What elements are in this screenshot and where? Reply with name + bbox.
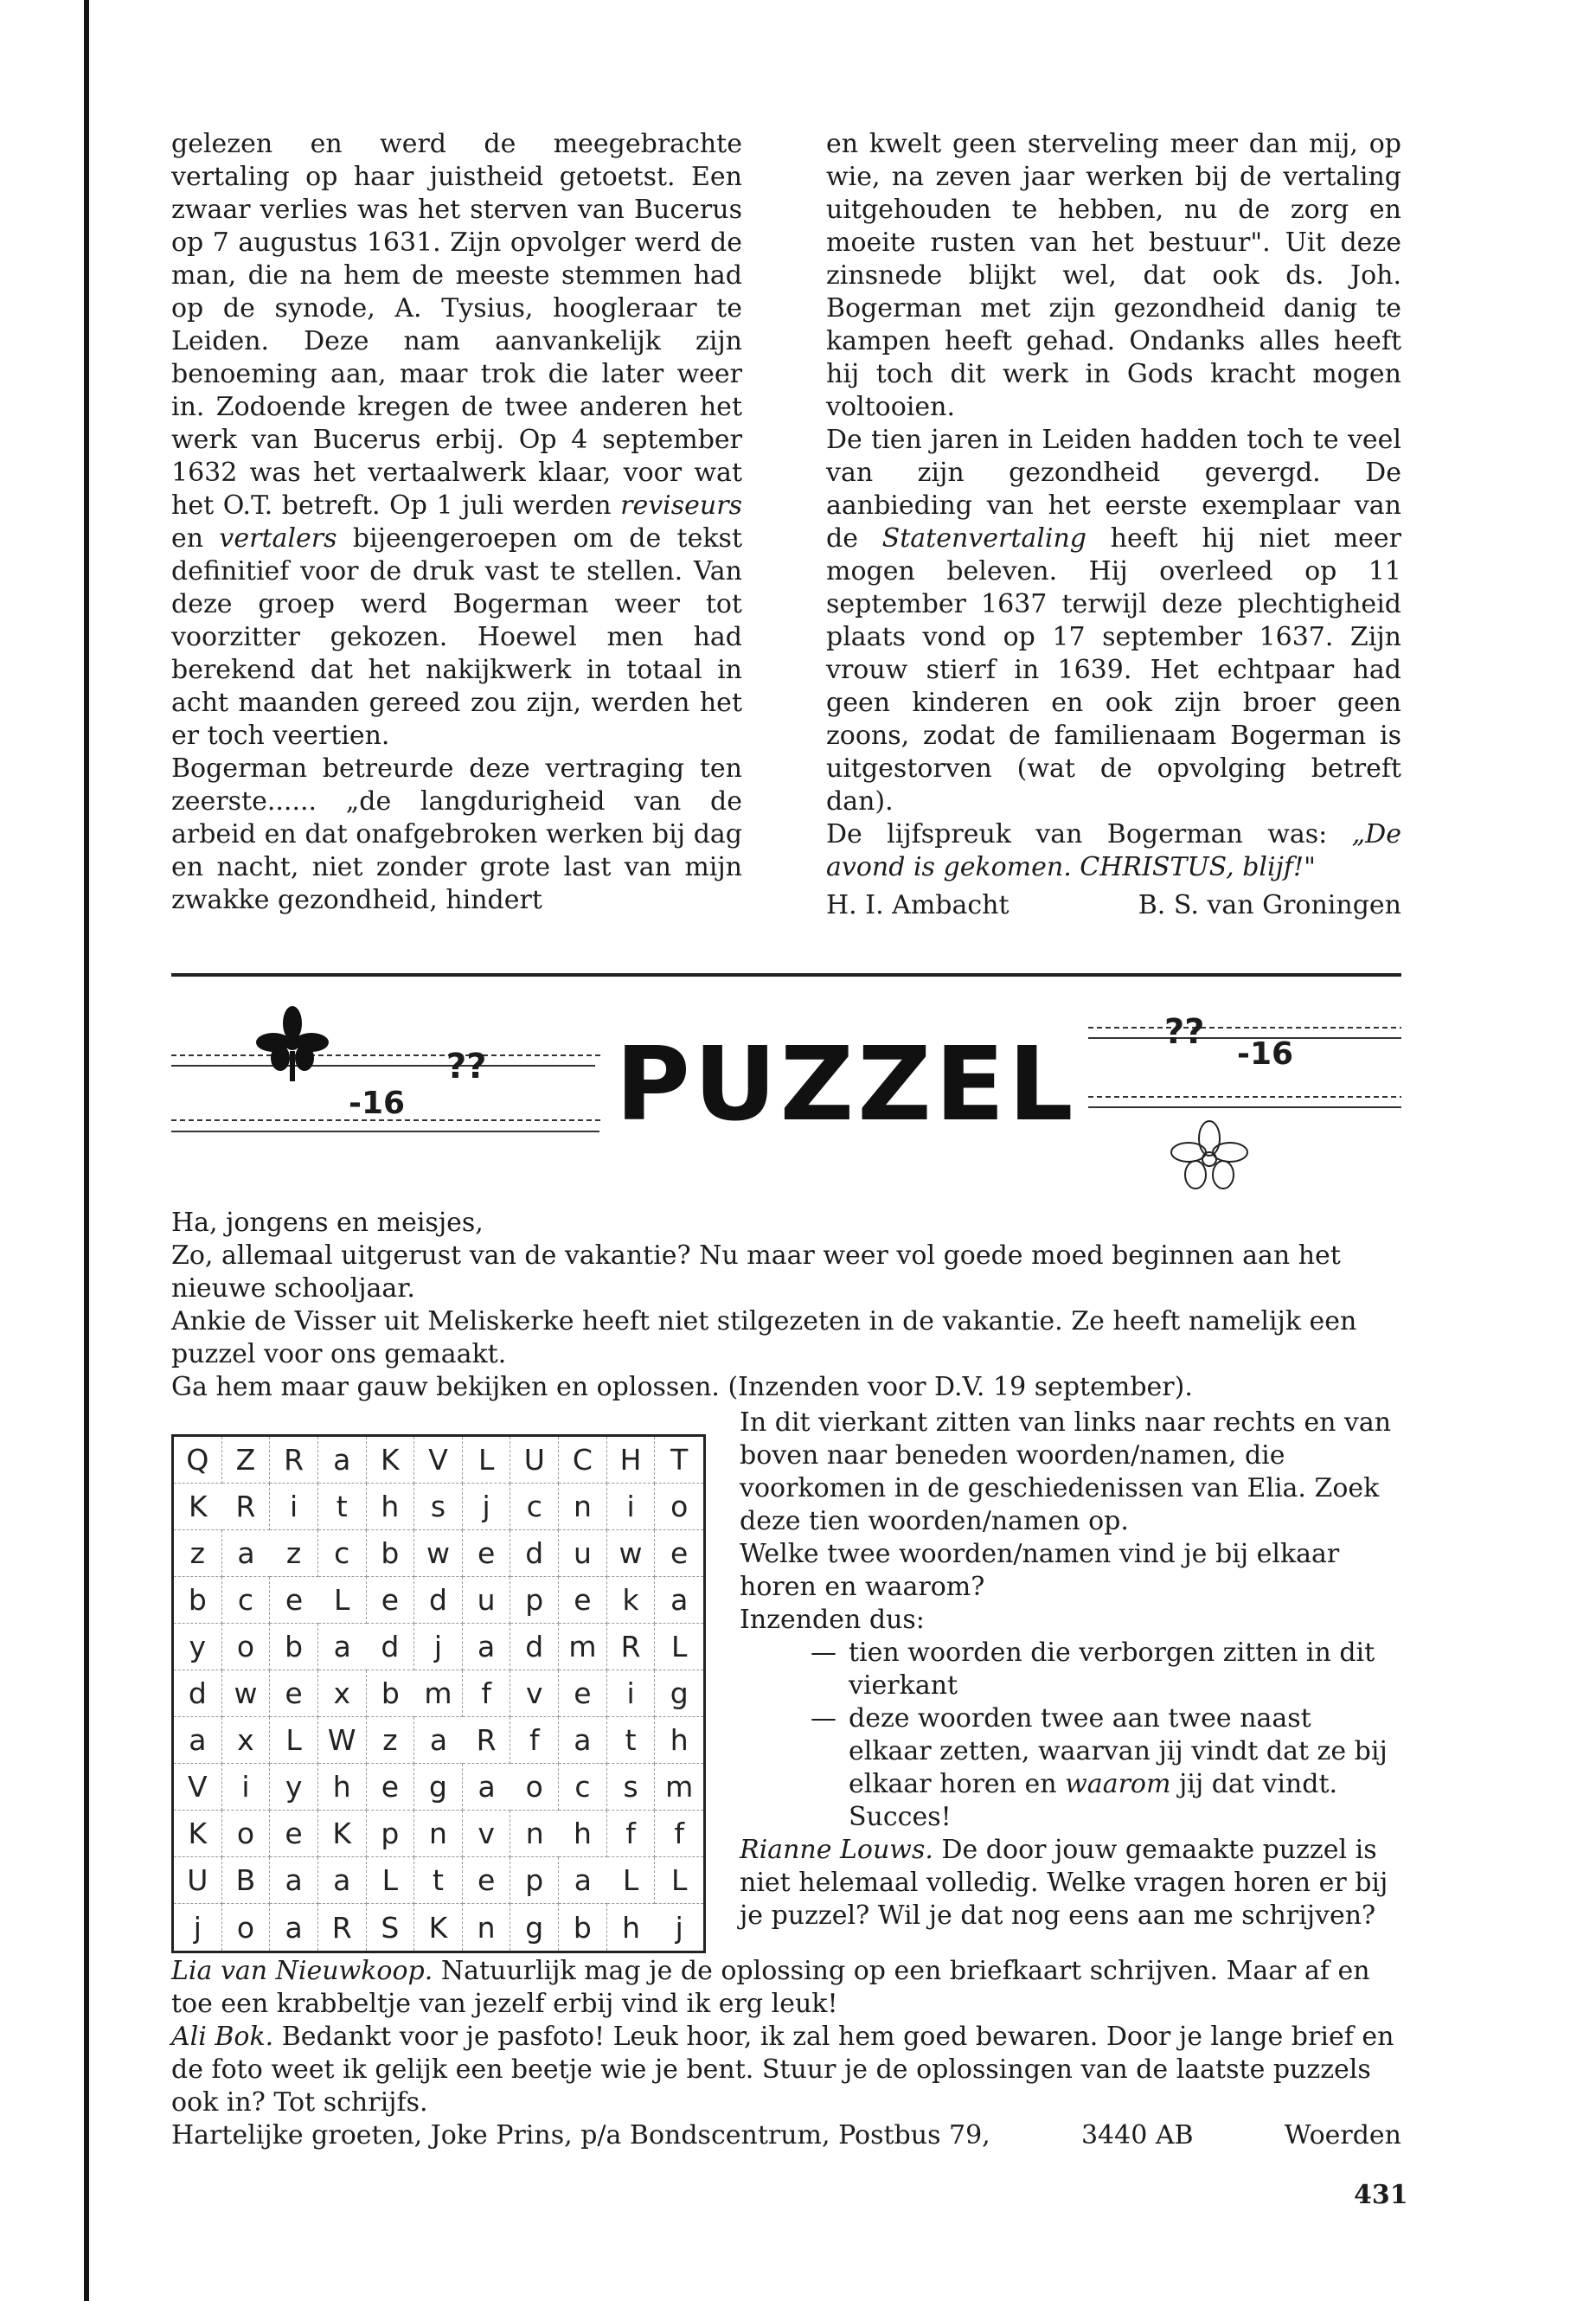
grid-cell: f xyxy=(510,1717,559,1764)
puzzle-question: Welke twee woorden/namen vind je bij elkaar horen en waarom? xyxy=(740,1539,1340,1602)
grid-cell: c xyxy=(559,1764,607,1811)
letter-intro xyxy=(171,1207,1401,1404)
grid-cell: i xyxy=(270,1484,318,1530)
grid-cell: U xyxy=(510,1437,559,1484)
puzzel-title: PUZZEL xyxy=(615,1024,1077,1144)
grid-cell: v xyxy=(510,1670,559,1717)
grid-cell: R xyxy=(222,1484,271,1530)
grid-cell: t xyxy=(318,1484,367,1530)
grid-cell: R xyxy=(318,1904,367,1951)
right-paragraph-1: en kwelt geen sterveling meer dan mij, op wie, na zeven jaar werken bij de vertaling uitgehouden te hebben, nu de zorg en moeite rusten van het bestuur". Uit deze zinsnede blijkt wel, dat ook ds. Joh. Bogerman met zijn gezondheid danig te kampen heeft gehad. Ondanks alles heeft hij toch dit werk in Gods kracht mogen voltooien. xyxy=(826,129,1401,422)
grid-cell: s xyxy=(607,1764,656,1811)
grid-cell: K xyxy=(367,1437,415,1484)
grid-cell: c xyxy=(222,1577,271,1624)
grid-cell: y xyxy=(174,1624,222,1670)
grid-cell: a xyxy=(414,1717,463,1764)
grid-cell: L xyxy=(367,1857,415,1904)
grid-cell: o xyxy=(222,1624,271,1670)
letter-greeting: Ha, jongens en meisjes, xyxy=(171,1208,484,1238)
grid-cell: i xyxy=(222,1764,271,1811)
grid-cell: b xyxy=(174,1577,222,1624)
grid-cell: m xyxy=(414,1670,463,1717)
outline-flower-icon xyxy=(1171,1121,1247,1189)
grid-cell: C xyxy=(559,1437,607,1484)
grid-cell: K xyxy=(318,1811,367,1857)
grid-cell: e xyxy=(655,1530,703,1577)
grid-cell: o xyxy=(222,1904,271,1951)
dash-marker: — xyxy=(811,1703,836,1734)
grid-cell: c xyxy=(510,1484,559,1530)
grid-cell: H xyxy=(607,1437,656,1484)
puzzle-number-left: -16 xyxy=(349,1086,406,1121)
grid-cell: h xyxy=(655,1717,703,1764)
grid-cell: L xyxy=(318,1577,367,1624)
grid-cell: a xyxy=(463,1764,511,1811)
page-number: 431 xyxy=(1354,2180,1408,2210)
grid-cell: h xyxy=(367,1484,415,1530)
grid-cell: g xyxy=(414,1764,463,1811)
grid-cell: h xyxy=(622,1910,640,1945)
grid-cell: d xyxy=(414,1577,463,1624)
left-article-column xyxy=(171,128,742,917)
grid-cell: e xyxy=(270,1577,318,1624)
grid-cell: i xyxy=(607,1670,656,1717)
reply-lia: Lia van Nieuwkoop. Natuurlijk mag je de oplossing op een briefkaart schrijven. Maar af en toe een krabbeltje van jezelf erbij vind ik erg leuk! xyxy=(171,1956,1370,2019)
binding-edge-rule xyxy=(84,0,89,2301)
grid-cell: e xyxy=(367,1577,415,1624)
grid-cell: e xyxy=(270,1811,318,1857)
grid-cell: n xyxy=(414,1811,463,1857)
grid-cell: V xyxy=(414,1437,463,1484)
grid-cell: t xyxy=(607,1717,656,1764)
puzzel-banner xyxy=(171,995,1401,1211)
grid-cell: n xyxy=(510,1811,559,1857)
grid-cell: L xyxy=(655,1857,703,1904)
grid-cell: d xyxy=(367,1624,415,1670)
grid-cell: e xyxy=(559,1577,607,1624)
grid-cell: b xyxy=(270,1624,318,1670)
closing-address: Hartelijke groeten, Joke Prins, p/a Bondscentrum, Postbus 79, 3440 AB Woerden xyxy=(171,2120,1401,2150)
grid-cell: u xyxy=(559,1530,607,1577)
letter-line-2: Ankie de Visser uit Meliskerke heeft niet stilgezeten in de vakantie. Ze heeft namelijk een puzzel voor ons gemaakt. xyxy=(171,1306,1357,1369)
grid-cell: a xyxy=(655,1577,703,1624)
grid-cell: o xyxy=(510,1764,559,1811)
grid-cell: z xyxy=(174,1530,222,1577)
grid-cell: w xyxy=(414,1530,463,1577)
grid-cell: e xyxy=(367,1764,415,1811)
grid-cell: h xyxy=(318,1764,367,1811)
grid-cell: p xyxy=(510,1857,559,1904)
grid-cell: Q xyxy=(174,1437,222,1484)
send-heading: Inzenden dus: xyxy=(740,1605,925,1635)
grid-cell: t xyxy=(414,1857,463,1904)
grid-cell: a xyxy=(174,1717,222,1764)
grid-cell: K xyxy=(414,1904,463,1951)
left-paragraph-1: gelezen en werd de meegebrachte vertaling op haar juistheid getoetst. Een zwaar verlies was het sterven van Bucerus op 7 augustus 1631. Zijn opvolger werd de man, die na hem de meeste stemmen had op de synode, A. Tysius, hoogleraar te Leiden. Deze nam aanvankelijk zijn benoeming aan, maar trok die later weer in. Zodoende kregen de twee anderen het werk van Bucerus erbij. Op 4 september 1632 was het vertaalwerk klaar, voor wat het O.T. betreft. Op 1 juli werden reviseurs en vertalers bijeengeroepen om de tekst definitief voor de druk vast te stellen. Van deze groep werd Bogerman weer tot voorzitter gekozen. Hoewel men had berekend dat het nakijkwerk in totaal in acht maanden gereed zou zijn, werden het er toch veertien. xyxy=(171,129,742,751)
grid-cell: B xyxy=(222,1857,271,1904)
grid-cell: k xyxy=(607,1577,656,1624)
grid-cell: g xyxy=(655,1670,703,1717)
grid-cell: a xyxy=(222,1530,271,1577)
grid-cell: b xyxy=(559,1904,607,1951)
grid-cell: s xyxy=(414,1484,463,1530)
grid-cell: K xyxy=(174,1484,222,1530)
grid-cell: e xyxy=(270,1670,318,1717)
grid-cell: R xyxy=(270,1437,318,1484)
grid-cell: n xyxy=(559,1484,607,1530)
grid-cell: a xyxy=(463,1624,511,1670)
flower-ornament-icon xyxy=(256,1006,329,1081)
section-divider xyxy=(171,973,1401,977)
letter-line-3: Ga hem maar gauw bekijken en oplossen. (Inzenden voor D.V. 19 september). xyxy=(171,1372,1193,1402)
article-authors xyxy=(826,889,1401,922)
grid-cell: L xyxy=(655,1624,703,1670)
grid-cell: L xyxy=(270,1717,318,1764)
send-item-1: — tien woorden die verborgen zitten in dit vierkant xyxy=(740,1637,1401,1702)
grid-cell: L xyxy=(463,1437,511,1484)
left-paragraph-2: Bogerman betreurde deze vertraging ten zeerste...... „de langdurigheid van de arbeid en dat onafgebroken werken bij dag en nacht, niet zonder grote last van mijn zwakke gezondheid, hindert xyxy=(171,753,742,915)
grid-cell: f xyxy=(607,1811,656,1857)
grid-cell: j xyxy=(174,1904,222,1951)
grid-cell: R xyxy=(463,1717,511,1764)
grid-cell: p xyxy=(510,1577,559,1624)
motto-paragraph: De lijfspreuk van Bogerman was: „De avond is gekomen. CHRISTUS, blijf!" xyxy=(826,819,1401,882)
author-groningen: B. S. van Groningen xyxy=(1138,890,1401,920)
grid-cell: o xyxy=(655,1484,703,1530)
grid-cell: a xyxy=(318,1624,367,1670)
word-search-grid xyxy=(171,1434,706,1953)
grid-cell: e xyxy=(559,1670,607,1717)
grid-cell: v xyxy=(463,1811,511,1857)
grid-cell: i xyxy=(607,1484,656,1530)
grid-cell: f xyxy=(655,1811,703,1857)
grid-cell: b xyxy=(367,1670,415,1717)
grid-cell: x xyxy=(318,1670,367,1717)
grid-cell: d xyxy=(510,1624,559,1670)
letter-replies xyxy=(171,1955,1401,2152)
puzzle-number-right: -16 xyxy=(1237,1036,1294,1072)
grid-cell: e xyxy=(463,1530,511,1577)
grid-cell: g xyxy=(510,1904,559,1951)
reply-ali: Ali Bok. Bedankt voor je pasfoto! Leuk hoor, ik zal hem goed bewaren. Door je lange brief en de foto weet ik gelijk een beetje wie je bent. Stuur je de oplossingen van de laatste puzzels ook in? Tot schrijfs. xyxy=(171,2022,1394,2118)
reply-rianne: Rianne Louws. De door jouw gemaakte puzzel is niet helemaal volledig. Welke vragen horen er bij je puzzel? Wil je dat nog eens aan me schrijven? xyxy=(740,1835,1388,1931)
grid-cell: w xyxy=(607,1530,656,1577)
grid-cell: a xyxy=(559,1717,607,1764)
letter-line-1: Zo, allemaal uitgerust van de vakantie? Nu maar weer vol goede moed beginnen aan het nieuwe schooljaar. xyxy=(171,1240,1341,1304)
grid-cell: U xyxy=(174,1857,222,1904)
grid-cell: h xyxy=(559,1811,607,1857)
grid-cell: d xyxy=(510,1530,559,1577)
grid-cell: z xyxy=(270,1530,318,1577)
grid-cell: W xyxy=(318,1717,367,1764)
grid-cell: o xyxy=(222,1811,271,1857)
grid-cell: f xyxy=(463,1670,511,1717)
question-marks-left: ?? xyxy=(446,1047,487,1086)
grid-cell: V xyxy=(174,1764,222,1811)
send-item-2: — deze woorden twee aan twee naast elkaar zetten, waarvan jij vindt dat ze bij elkaar horen en waarom jij dat vindt. Succes! xyxy=(740,1702,1401,1834)
grid-cell: d xyxy=(174,1670,222,1717)
grid-cell: j xyxy=(414,1624,463,1670)
right-article-column xyxy=(826,128,1401,922)
puzzle-instructions xyxy=(740,1407,1401,1932)
grid-cell: z xyxy=(367,1717,415,1764)
puzzle-intro: In dit vierkant zitten van links naar rechts en van boven naar beneden woorden/namen, die voorkomen in de geschiedenissen van Elia. Zoek deze tien woorden/namen op. xyxy=(740,1407,1392,1536)
right-paragraph-2: De tien jaren in Leiden hadden toch te veel van zijn gezondheid gevergd. De aanbieding van het eerste exemplaar van de Statenvertaling heeft hij niet meer mogen beleven. Hij overleed op 11 september 1637 terwijl deze plechtigheid plaats vond op 17 september 1637. Zijn vrouw stierf in 1639. Het echtpaar had geen kinderen en ook zijn broer geen zoons, zodat de familienaam Bogerman is uitgestorven (wat de opvolging betreft dan). xyxy=(826,425,1401,817)
grid-cell: T xyxy=(655,1437,703,1484)
grid-cell: L xyxy=(607,1857,656,1904)
grid-cell: x xyxy=(222,1717,271,1764)
grid-cell: K xyxy=(174,1811,222,1857)
grid-cell: j xyxy=(463,1484,511,1530)
grid-cell: b xyxy=(367,1530,415,1577)
grid-cell: w xyxy=(222,1670,271,1717)
grid-cell: a xyxy=(318,1857,367,1904)
author-ambacht: H. I. Ambacht xyxy=(826,890,1010,920)
grid-cell: m xyxy=(655,1764,703,1811)
grid-cell: m xyxy=(559,1624,607,1670)
grid-cell: n xyxy=(463,1904,511,1951)
grid-cell: j xyxy=(675,1910,683,1945)
dash-marker: — xyxy=(811,1638,836,1668)
grid-cell: R xyxy=(607,1624,656,1670)
grid-cell: e xyxy=(463,1857,511,1904)
grid-cell: a xyxy=(270,1904,318,1951)
grid-cell: a xyxy=(318,1437,367,1484)
grid-cell: p xyxy=(367,1811,415,1857)
grid-cell: u xyxy=(463,1577,511,1624)
grid-cell: S xyxy=(367,1904,415,1951)
grid-cell: c xyxy=(318,1530,367,1577)
grid-cell: Z xyxy=(222,1437,271,1484)
grid-cell: a xyxy=(270,1857,318,1904)
question-marks-right: ?? xyxy=(1164,1012,1205,1052)
grid-cell: y xyxy=(270,1764,318,1811)
grid-cell: a xyxy=(559,1857,607,1904)
